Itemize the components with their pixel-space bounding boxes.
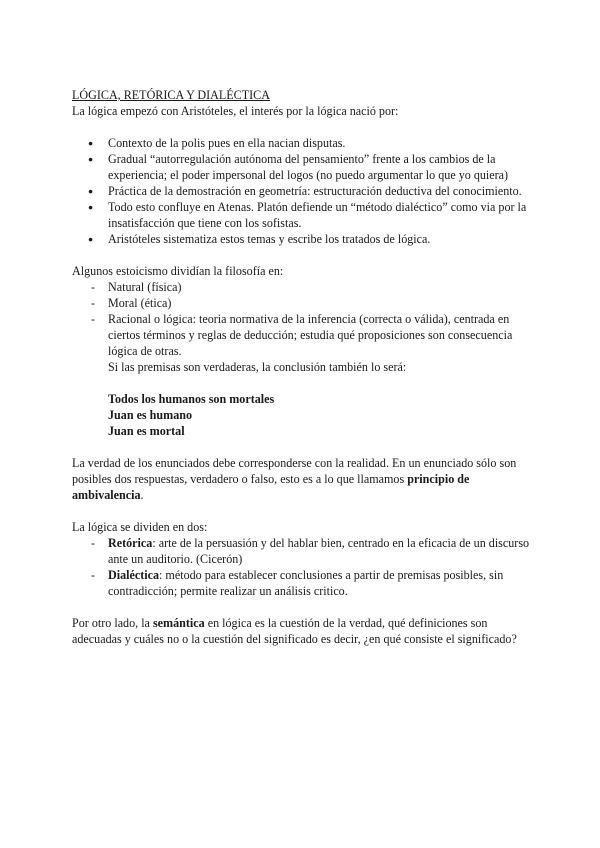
list-item: ● Práctica de la demostración en geometría: estructuración deductiva del conocimiento. xyxy=(72,183,540,199)
origins-list xyxy=(72,135,540,247)
divisions-intro: La lógica se dividen en dos: xyxy=(72,520,208,534)
list-item: ● Contexto de la polis pues en ella nacian disputas. xyxy=(72,135,540,151)
division-term: Dialéctica xyxy=(108,568,160,582)
intro-paragraph: La lógica empezó con Aristóteles, el interés por la lógica nació por: xyxy=(72,104,399,118)
semantics-after: en lógica es la cuestión de la verdad, qué definiciones son adecuadas y cuáles no o la cuestión del significado es decir, ¿en qué consiste el significado? xyxy=(72,616,517,646)
list-item xyxy=(72,567,540,599)
list-item: ● Todo esto confluye en Atenas. Platón defiende un “método dialéctico” como via por la insatisfacción que tiene con los sofistas. xyxy=(72,199,540,231)
stoics-list xyxy=(72,279,540,359)
syllogism-example xyxy=(72,391,540,439)
semantics-paragraph xyxy=(72,615,540,647)
truth-paragraph xyxy=(72,455,540,503)
truth-end: . xyxy=(140,488,144,502)
stoics-intro: Algunos estoicismo dividían la filosofía en: xyxy=(72,264,284,278)
syllogism-line: Juan es mortal xyxy=(108,424,185,438)
division-desc: : arte de la persuasión y del hablar bien, centrado en la eficacia de un discurso ante un auditorio. (Cicerón) xyxy=(108,536,530,566)
premise-note: Si las premisas son verdaderas, la conclusión también lo será: xyxy=(108,360,407,374)
list-item: ● Aristóteles sistematiza estos temas y escribe los tratados de lógica. xyxy=(72,231,540,247)
syllogism-line: Todos los humanos son mortales xyxy=(108,392,275,406)
list-item: - Natural (física) xyxy=(72,279,540,295)
page-title: LÓGICA, RETÓRICA Y DIALÉCTICA xyxy=(72,88,270,102)
division-term: Retórica xyxy=(108,536,153,550)
division-desc: : método para establecer conclusiones a partir de premisas posibles, sin contradicción; permite realizar un análisis critico. xyxy=(108,568,504,598)
list-item xyxy=(72,535,540,567)
list-item: ● Gradual “autorregulación autónoma del pensamiento” frente a los cambios de la experiencia; el poder impersonal del logos (no puedo argumentar lo que yo quiera) xyxy=(72,151,540,183)
semantics-before: Por otro lado, la xyxy=(72,616,153,630)
divisions-list xyxy=(72,535,540,599)
truth-text: La verdad de los enunciados debe corresponderse con la realidad. En un enunciado sólo son posibles dos respuestas, verdadero o falso, esto es a lo que llamamos xyxy=(72,456,517,486)
truth-term: principio de ambivalencia xyxy=(72,472,470,502)
list-item: - Moral (ética) xyxy=(72,295,540,311)
semantics-term: semántica xyxy=(152,616,205,630)
syllogism-line: Juan es humano xyxy=(108,408,193,422)
list-item: - Racional o lógica: teoria normativa de la inferencia (correcta o válida), centrada en ciertos términos y reglas de deducción; estudia qué proposiciones son consecuencia lógica de otras. xyxy=(72,311,540,359)
